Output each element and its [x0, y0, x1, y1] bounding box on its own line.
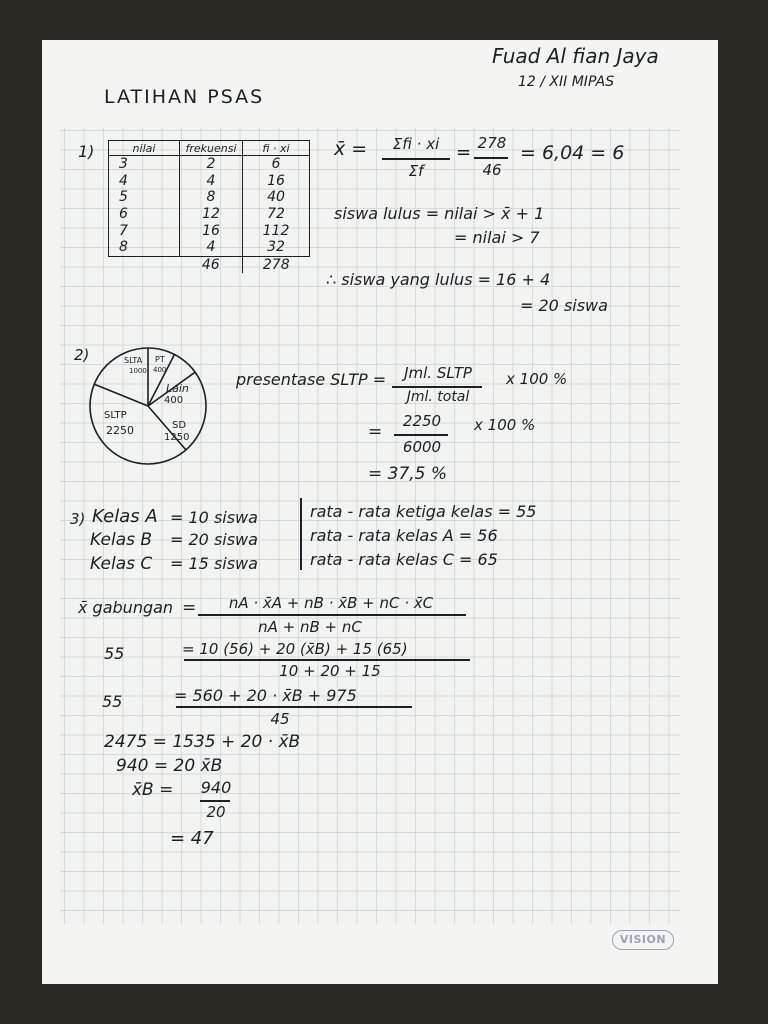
table-row — [109, 206, 310, 223]
presentase-times2: x 100 % — [474, 416, 536, 434]
table-cell: 4 — [180, 173, 243, 190]
pie-value-pt: 400 — [153, 366, 167, 374]
col-header-nilai: nilai — [109, 141, 180, 156]
gabungan-numerator: nA · x̄A + nB · x̄B + nC · x̄C — [228, 594, 434, 612]
presentase-frac1-den: Jml. total — [406, 389, 470, 405]
kelas-b-label: Kelas B — [90, 530, 153, 550]
table-cell: 8 — [180, 189, 243, 206]
total-fixi: 278 — [243, 256, 310, 273]
presentase-result: = 37,5 % — [368, 464, 448, 484]
lulus-line-2: = nilai > 7 — [454, 228, 540, 247]
table-cell: 5 — [109, 189, 180, 206]
lulus-line-4: = 20 siswa — [520, 296, 608, 315]
table-cell: 2 — [180, 156, 243, 173]
step5-lhs: x̄B = — [132, 780, 174, 800]
table-cell: 112 — [243, 222, 310, 239]
pie-label-sd: SD — [172, 420, 187, 431]
rata-kelas-c: rata - rata kelas C = 65 — [310, 550, 498, 569]
kelas-a-value: = 10 siswa — [170, 508, 258, 527]
presentase-label: presentase SLTP = — [236, 370, 387, 389]
mean-value-numerator: 278 — [477, 134, 507, 152]
table-total-row — [109, 256, 310, 273]
pie-value-slta: 1000 — [129, 367, 147, 375]
step2-denominator: 45 — [270, 710, 290, 728]
step1-numerator: = 10 (56) + 20 (x̄B) + 15 (65) — [182, 640, 408, 658]
step1-denominator: 10 + 20 + 15 — [279, 662, 381, 680]
presentase-frac2-den: 6000 — [402, 438, 442, 456]
table-row — [109, 222, 310, 239]
col-header-frekuensi: frekuensi — [180, 141, 243, 156]
step3: 2475 = 1535 + 20 · x̄B — [104, 732, 301, 752]
rata-kelas-a: rata - rata kelas A = 56 — [310, 526, 498, 545]
q2-number: 2) — [74, 346, 90, 364]
pie-label-pt: PT — [155, 355, 165, 364]
kelas-c-value: = 15 siswa — [170, 554, 258, 573]
table-cell: 16 — [243, 173, 310, 190]
table-cell: 40 — [243, 189, 310, 206]
step6: = 47 — [170, 828, 214, 849]
kelas-a-label: Kelas A — [92, 506, 158, 527]
presentase-frac1-num: Jml. SLTP — [404, 364, 472, 382]
mean-result: = 6,04 = 6 — [520, 142, 625, 164]
pie-label-sltp: SLTP — [104, 410, 127, 421]
q1-number: 1) — [78, 142, 95, 161]
step5-denominator: 20 — [206, 803, 226, 821]
table-cell: 12 — [180, 206, 243, 223]
presentase-eq2: = — [368, 422, 383, 442]
mean-formula-numerator: Σfi · xi — [392, 135, 440, 153]
table-cell: 72 — [243, 206, 310, 223]
page-title: LATIHAN PSAS — [104, 86, 265, 108]
q3-number: 3) — [70, 510, 86, 528]
table-row — [109, 156, 310, 173]
lulus-line-3: ∴ siswa yang lulus = 16 + 4 — [326, 270, 551, 289]
mean-formula-denominator: Σf — [408, 162, 424, 180]
rata-ketiga: rata - rata ketiga kelas = 55 — [310, 502, 537, 521]
mean-eq: = — [456, 142, 472, 163]
vision-logo: VISION — [612, 930, 674, 950]
kelas-b-value: = 20 siswa — [170, 530, 258, 549]
presentase-times1: x 100 % — [506, 370, 568, 388]
frequency-table — [108, 140, 310, 273]
gabungan-eq: = — [182, 598, 197, 618]
pie-slice-edge-slta — [94, 384, 148, 406]
pie-label-lain: Lain — [166, 382, 189, 395]
pie-label-slta: SLTA — [124, 356, 143, 365]
table-cell: 16 — [180, 222, 243, 239]
pie-value-sd: 1250 — [164, 432, 190, 443]
pie-value-lain: 400 — [164, 395, 184, 406]
table-cell: 3 — [109, 156, 180, 173]
student-name: Fuad Al fian Jaya — [492, 44, 659, 68]
col-header-fixi: fi · xi — [243, 141, 310, 156]
table-cell: 4 — [109, 173, 180, 190]
table-row — [109, 189, 310, 206]
table-cell: 6 — [109, 206, 180, 223]
table-cell: 8 — [109, 239, 180, 256]
table-cell: 6 — [243, 156, 310, 173]
mean-value-denominator: 46 — [482, 161, 502, 179]
presentase-frac2-num: 2250 — [402, 412, 442, 430]
student-class: 12 / XII MIPAS — [518, 74, 615, 90]
step5-numerator: 940 — [200, 778, 232, 797]
mean-lhs: x̄ = — [334, 138, 368, 160]
step2-numerator: = 560 + 20 · x̄B + 975 — [174, 686, 357, 705]
step1-lhs: 55 — [104, 644, 125, 663]
lulus-line-1: siswa lulus = nilai > x̄ + 1 — [334, 204, 545, 223]
gabungan-label: x̄ gabungan — [78, 598, 174, 617]
table-row — [109, 173, 310, 190]
step2-lhs: 55 — [102, 692, 123, 711]
gabungan-denominator: nA + nB + nC — [258, 618, 362, 636]
kelas-c-label: Kelas C — [90, 554, 153, 574]
table-cell: 32 — [243, 239, 310, 256]
total-frekuensi: 46 — [201, 256, 220, 273]
table-cell: 4 — [180, 239, 243, 256]
step4: 940 = 20 x̄B — [116, 756, 223, 776]
pie-value-sltp: 2250 — [106, 424, 134, 437]
table-cell: 7 — [109, 222, 180, 239]
table-row — [109, 239, 310, 256]
